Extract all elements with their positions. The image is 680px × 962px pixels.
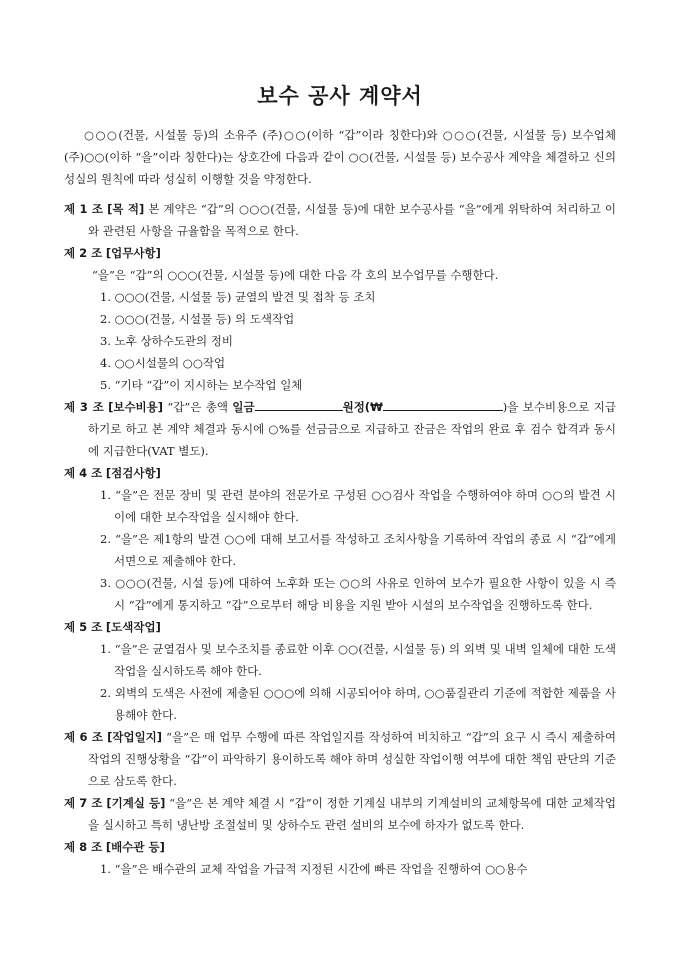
article-number: 제 5 조 [64,620,103,634]
article-title: [보수비용] [108,400,164,414]
list-item: 2. “을”은 제1항의 발견 ○○에 대해 보고서를 작성하고 조치사항을 기록하여 작업의 종료 시 “갑”에게 서면으로 제출해야 한다. [100,532,616,568]
article-body: “을”은 매 업무 수행에 따른 작업일지를 작성하여 비치하고 “갑”의 요구 시 즉시 제출하여 작업의 진행상황을 “갑”이 파악하기 용이하도록 해야 하며 성실한 작업이행 여부에 대한 책임 판단의 기준으로 삼도록 한다. [88,730,616,788]
article-2 [64,242,616,396]
amount-unit: 원정(₩ [342,400,383,414]
article-number: 제 8 조 [64,840,103,854]
article-title: [배수관 등] [105,840,165,854]
article-number: 제 2 조 [64,246,103,260]
article-number: 제 7 조 [64,796,103,810]
article-title: [작업일지] [107,730,163,744]
document-body [64,124,616,880]
list-item: 1. “을”은 균열검사 및 보수조치를 종료한 이후 ○○(건물, 시설물 등) 의 외벽 및 내벽 일체에 대한 도색작업을 실시하도록 해야 한다. [100,642,616,678]
article-title: [도색작업] [105,620,161,634]
list-item: 3. 노후 상하수도관의 정비 [100,334,234,348]
article-3-text [64,396,616,462]
list-item: 1. “을”은 배수관의 교체 작업을 가급적 지정된 시간에 빠른 작업을 진행하여 ○○용수 [100,862,528,876]
article-body: 본 계약은 “갑”의 ○○○(건물, 시설물 등)에 대한 보수공사를 “을”에게 위탁하여 처리하고 이와 관련된 사항을 규율함을 목적으로 한다. [88,202,617,238]
article-1 [64,198,616,242]
article-number: 제 3 조 [64,400,104,414]
article-number: 제 6 조 [64,730,104,744]
article-8-items [64,858,616,880]
article-2-items [64,286,616,396]
list-item: 4. ○○시설물의 ○○작업 [100,356,226,370]
article-7-text [64,792,616,836]
list-item: 3. ○○○(건물, 시설 등)에 대하여 노후화 또는 ○○의 사유로 인하여 보수가 필요한 사항이 있을 시 즉시 “갑”에게 통지하고 “갑”으로부터 해당 비용을 지원 받아 시설의 보수작업을 진행하도록 한다. [100,576,616,612]
article-5-items [64,638,616,726]
article-2-heading [64,242,616,264]
amount-number-blank[interactable] [383,398,503,411]
list-item: 1. “을”은 전문 장비 및 관련 분야의 전문가로 구성된 ○○검사 작업을 수행하여야 하며 ○○의 발견 시 이에 대한 보수작업을 실시해야 한다. [100,488,616,524]
article-6-text [64,726,616,792]
intro-paragraph: ○○○(건물, 시설물 등)의 소유주 (주)○○(이하 “갑”이라 칭한다)와 ○○○(건물, 시설물 등) 보수업체 (주)○○(이하 “을”이라 칭한다)는 상호간에 다음과 같이 ○○(건물, 시설물 등) 보수공사 계약을 체결하고 신의성실의 원칙에 따라 성실히 이행할 것을 약정한다. [64,128,616,186]
article-title: [목 적] [107,202,145,216]
list-item: 5. “기타 “갑”이 지시하는 보수작업 일체 [100,378,303,392]
article-7 [64,792,616,836]
article-5 [64,616,616,726]
article-6 [64,726,616,792]
article-8-heading [64,836,616,858]
article-3 [64,396,616,462]
article-body-a: “갑”은 총액 [163,400,233,414]
article-2-lead: “을”은 “갑”의 ○○○(건물, 시설물 등)에 대한 다음 각 호의 보수업무를 수행한다. [92,268,499,282]
article-body: “을”은 본 계약 체결 시 “갑”이 정한 기계실 내부의 기계설비의 교체항목에 대한 교체작업을 실시하고 특히 냉난방 조절설비 및 상하수도 관련 설비의 보수에 하자가 없도록 한다. [88,796,617,832]
list-item: 1. ○○○(건물, 시설물 등) 균열의 발견 및 접착 등 조치 [100,290,376,304]
article-8 [64,836,616,880]
article-body-b: )을 보수비용으로 지급하기로 하고 본 계약 체결과 동시에 ○%를 선금금으로 지급하고 잔금은 작업의 완료 후 검수 합격과 동시에 지급한다(VAT 별도). [88,400,616,458]
list-item: 2. 외벽의 도색은 사전에 제출된 ○○○에 의해 시공되어야 하며, ○○품질관리 기준에 적합한 제품을 사용해야 한다. [100,686,616,722]
article-4-heading [64,462,616,484]
article-number: 제 1 조 [64,202,104,216]
article-title: [기계실 등] [106,796,166,810]
article-5-heading [64,616,616,638]
article-4 [64,462,616,616]
article-1-text [64,198,616,242]
document-title: 보수 공사 계약서 [257,84,423,108]
list-item: 2. ○○○(건물, 시설물 등) 의 도색작업 [100,312,295,326]
article-title: [업무사항] [105,246,161,260]
article-4-items [64,484,616,616]
amount-korean-blank[interactable] [255,398,343,411]
amount-label: 일금 [232,400,255,414]
article-number: 제 4 조 [64,466,103,480]
article-title: [점검사항] [105,466,161,480]
